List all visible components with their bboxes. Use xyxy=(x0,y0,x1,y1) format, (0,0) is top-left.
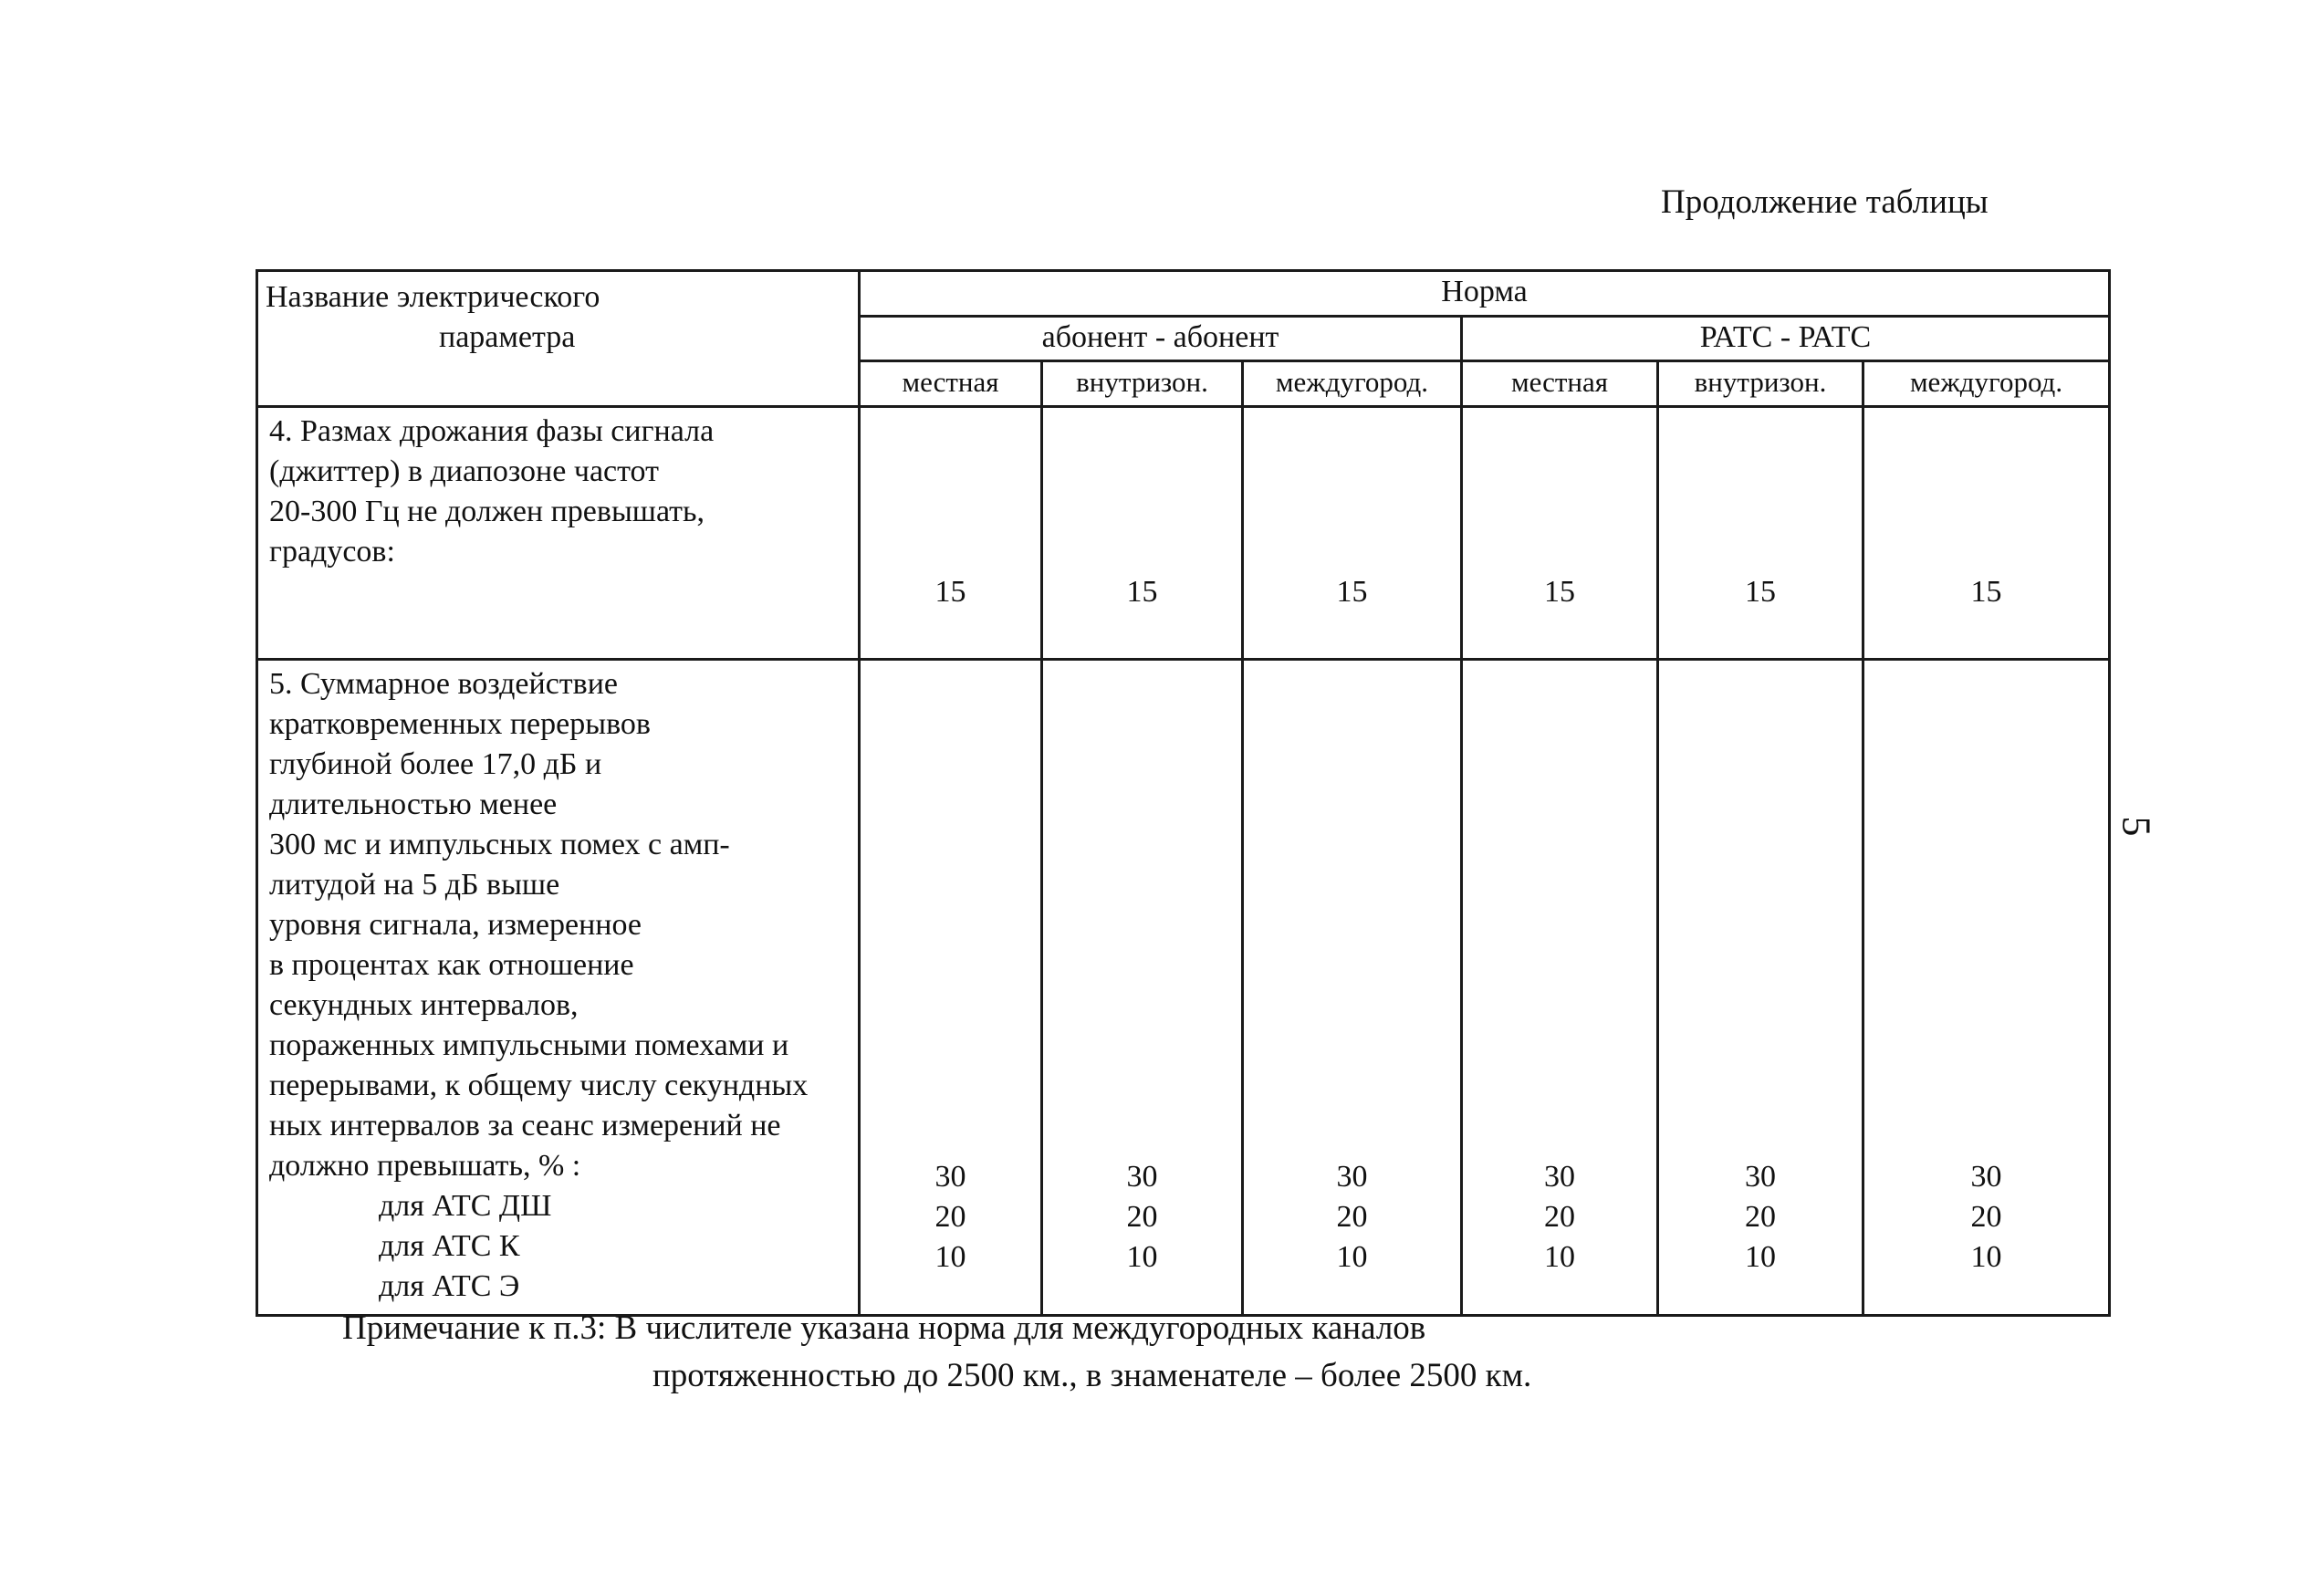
value-stack-cell xyxy=(1462,660,1658,1316)
value-e: 10 xyxy=(1126,1240,1158,1274)
table-row xyxy=(257,660,2110,1316)
param-line: (джиттер) в диапозоне частот xyxy=(269,454,659,488)
param-interruptions xyxy=(257,660,860,1316)
param-line: 300 мс и импульсных помех с амп- xyxy=(269,828,730,861)
value-stack-cell xyxy=(1658,660,1863,1316)
value-dsh: 30 xyxy=(1336,1160,1368,1194)
sub-item-ats-e: для АТС Э xyxy=(379,1269,520,1303)
param-line: перерывами, к общему числу секундных xyxy=(269,1069,809,1102)
value-k: 20 xyxy=(1745,1200,1776,1234)
param-line: градусов: xyxy=(269,535,395,569)
value-e: 10 xyxy=(1336,1240,1368,1274)
header-sub-intrazone-1: внутризон. xyxy=(1042,361,1243,407)
param-line: должно превышать, % : xyxy=(269,1149,581,1183)
param-line: секундных интервалов, xyxy=(269,988,579,1022)
value-e: 10 xyxy=(1970,1240,2002,1274)
header-sub-intercity-1: междугород. xyxy=(1243,361,1462,407)
table-note xyxy=(342,1305,1531,1400)
value-dsh: 30 xyxy=(1745,1160,1776,1194)
value-dsh: 30 xyxy=(1126,1160,1158,1194)
value-cell: 15 xyxy=(1042,407,1243,660)
note-line2: протяженностью до 2500 км., в знаменателе – более 2500 км. xyxy=(652,1357,1532,1394)
sub-item-ats-dsh: для АТС ДШ xyxy=(379,1189,552,1223)
value-k: 20 xyxy=(1970,1200,2002,1234)
header-sub-intrazone-2: внутризон. xyxy=(1658,361,1863,407)
header-name-line2: параметра xyxy=(439,320,576,354)
value-stack-cell xyxy=(1042,660,1243,1316)
value-cell: 15 xyxy=(1462,407,1658,660)
value-dsh: 30 xyxy=(1970,1160,2002,1194)
value-e: 10 xyxy=(934,1240,966,1274)
value-dsh: 30 xyxy=(1544,1160,1575,1194)
header-sub-intercity-2: междугород. xyxy=(1863,361,2110,407)
table-row xyxy=(257,407,2110,660)
sub-item-ats-k: для АТС К xyxy=(379,1229,520,1263)
value-k: 20 xyxy=(934,1200,966,1234)
param-line: пораженных импульсными помехами и xyxy=(269,1028,789,1062)
header-sub-local-2: местная xyxy=(1462,361,1658,407)
page-number: 5 xyxy=(2114,816,2159,837)
header-norm: Норма xyxy=(860,271,2110,317)
value-k: 20 xyxy=(1544,1200,1575,1234)
param-line: литудой на 5 дБ выше xyxy=(269,868,560,902)
value-cell: 15 xyxy=(1243,407,1462,660)
param-line: ных интервалов за сеанс измерений не xyxy=(269,1109,781,1142)
norm-table xyxy=(256,269,2111,1317)
value-e: 10 xyxy=(1544,1240,1575,1274)
param-line: глубиной более 17,0 дБ и xyxy=(269,747,602,781)
param-line: уровня сигнала, измеренное xyxy=(269,908,642,942)
value-cell: 15 xyxy=(1658,407,1863,660)
header-group-subscriber: абонент - абонент xyxy=(860,316,1462,361)
note-line1: Примечание к п.3: В числителе указана норма для междугородных каналов xyxy=(342,1309,1426,1347)
param-line: 20-300 Гц не должен превышать, xyxy=(269,495,705,528)
header-name-line1: Название электрического xyxy=(266,280,600,314)
value-stack-cell xyxy=(860,660,1042,1316)
continuation-title: Продолжение таблицы xyxy=(1661,183,1989,221)
value-dsh: 30 xyxy=(934,1160,966,1194)
value-e: 10 xyxy=(1745,1240,1776,1274)
value-stack-cell xyxy=(1863,660,2110,1316)
header-sub-local-1: местная xyxy=(860,361,1042,407)
value-k: 20 xyxy=(1336,1200,1368,1234)
header-parameter-name xyxy=(257,271,860,407)
value-k: 20 xyxy=(1126,1200,1158,1234)
value-cell: 15 xyxy=(1863,407,2110,660)
param-line: 5. Суммарное воздействие xyxy=(269,667,618,701)
param-jitter xyxy=(257,407,860,660)
param-line: 4. Размах дрожания фазы сигнала xyxy=(269,414,715,448)
value-stack-cell xyxy=(1243,660,1462,1316)
param-line: в процентах как отношение xyxy=(269,948,634,982)
value-cell: 15 xyxy=(860,407,1042,660)
header-group-rats: РАТС - РАТС xyxy=(1462,316,2110,361)
param-line: кратковременных перерывов xyxy=(269,707,651,741)
param-line: длительностью менее xyxy=(269,788,558,821)
